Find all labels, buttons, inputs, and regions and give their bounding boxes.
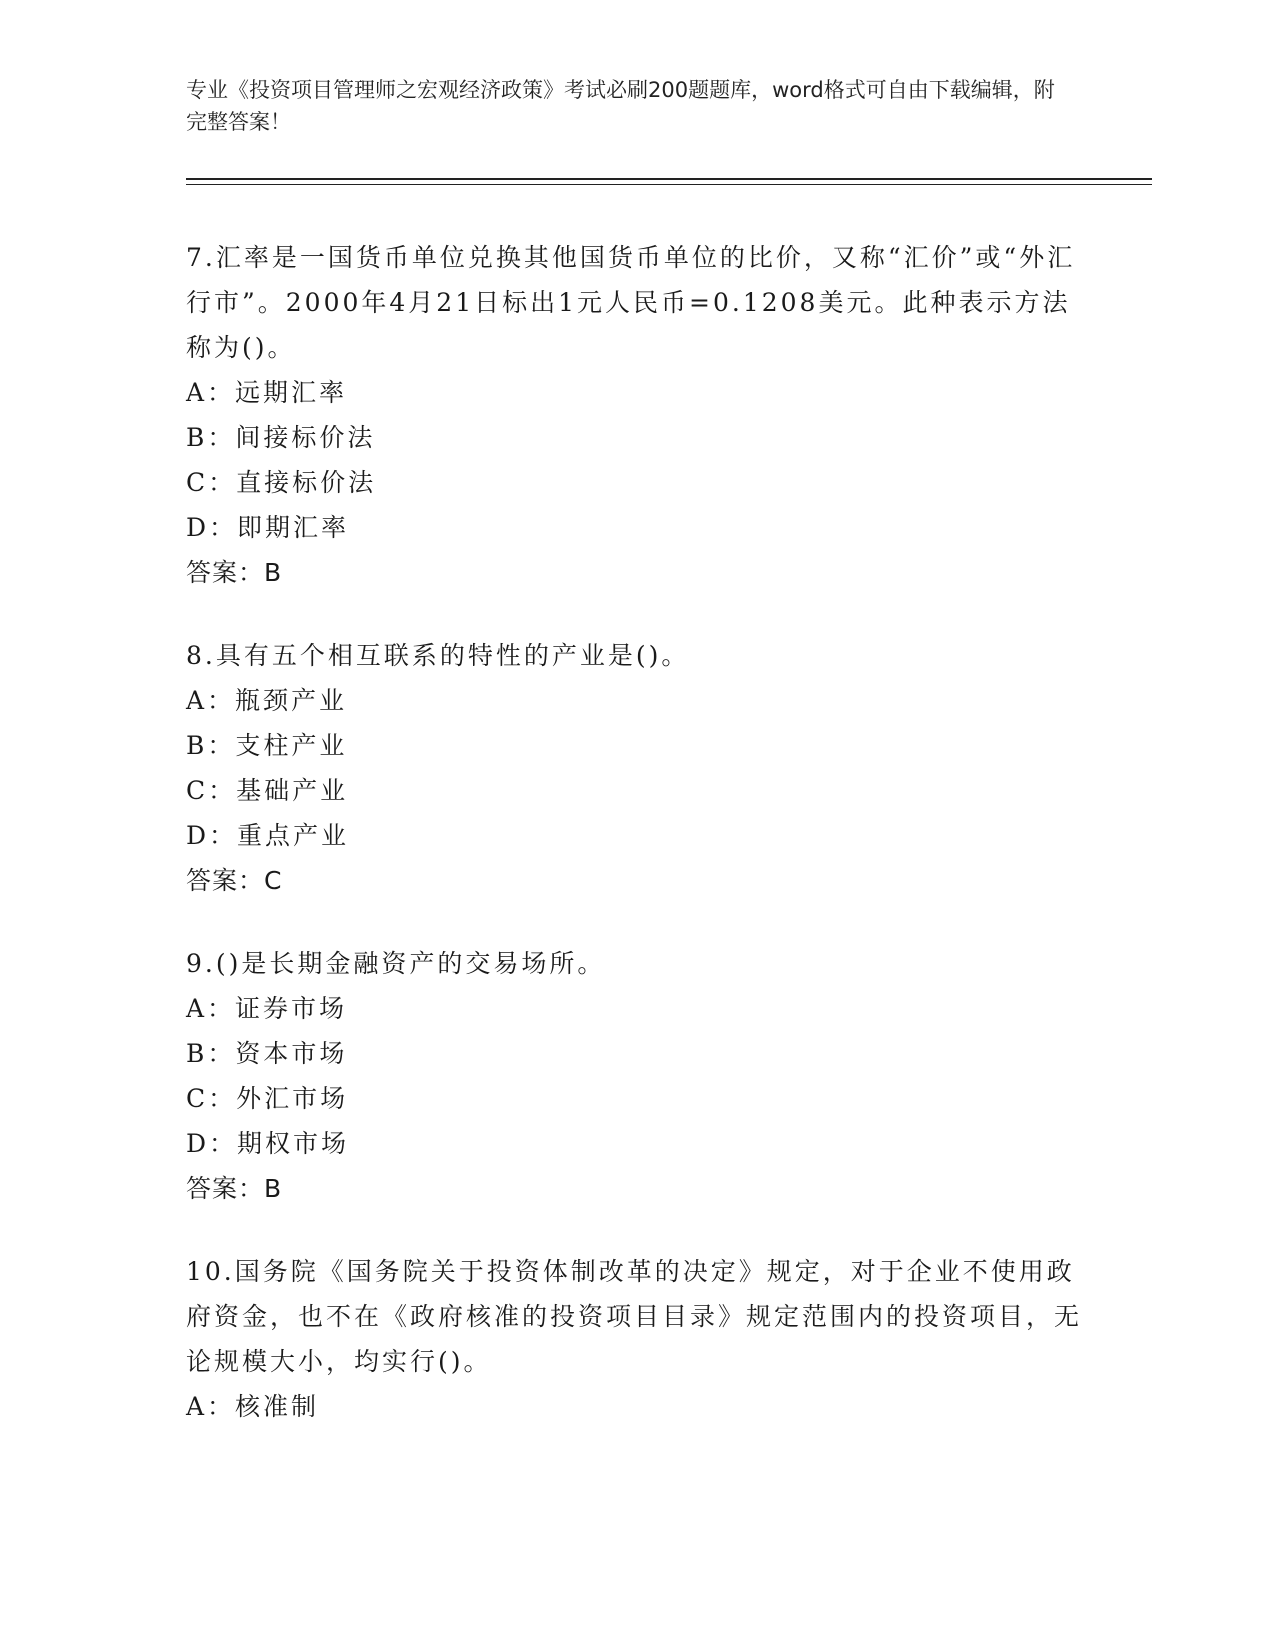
question-7 xyxy=(186,235,1086,595)
question-list xyxy=(186,235,1086,1467)
option-a: A：瓶颈产业 xyxy=(186,686,348,715)
question-stem: 7.汇率是一国货币单位兑换其他国货币单位的比价，又称“汇价”或“外汇行市”。2000年4月21日标出1元人民币=0.1208美元。此种表示方法称为()。 xyxy=(186,243,1076,362)
answer-line: 答案：B xyxy=(186,1174,283,1203)
option-b: B：资本市场 xyxy=(186,1039,348,1068)
option-a: A：核准制 xyxy=(186,1392,320,1421)
option-a: A：证券市场 xyxy=(186,994,348,1023)
question-10 xyxy=(186,1249,1086,1429)
header-divider-thin xyxy=(186,184,1152,185)
option-d: D：重点产业 xyxy=(186,821,350,850)
option-c: C：外汇市场 xyxy=(186,1084,349,1113)
option-b: B：支柱产业 xyxy=(186,731,348,760)
option-d: D：期权市场 xyxy=(186,1129,350,1158)
question-stem: 9.()是长期金融资产的交易场所。 xyxy=(186,949,606,978)
question-stem: 10.国务院《国务院关于投资体制改革的决定》规定，对于企业不使用政府资金，也不在《政府核准的投资项目目录》规定范围内的投资项目，无论规模大小，均实行()。 xyxy=(186,1257,1083,1376)
option-c: C：直接标价法 xyxy=(186,468,377,497)
question-9 xyxy=(186,941,1086,1211)
option-a: A：远期汇率 xyxy=(186,378,348,407)
answer-line: 答案：B xyxy=(186,558,283,587)
option-c: C：基础产业 xyxy=(186,776,349,805)
header-divider-thick xyxy=(186,178,1152,180)
option-d: D：即期汇率 xyxy=(186,513,350,542)
question-stem: 8.具有五个相互联系的特性的产业是()。 xyxy=(186,641,690,670)
question-8 xyxy=(186,633,1086,903)
page-header: 专业《投资项目管理师之宏观经济政策》考试必刷200题题库，word格式可自由下载编辑，附完整答案！ xyxy=(186,78,1055,134)
option-b: B：间接标价法 xyxy=(186,423,376,452)
answer-line: 答案：C xyxy=(186,866,283,895)
